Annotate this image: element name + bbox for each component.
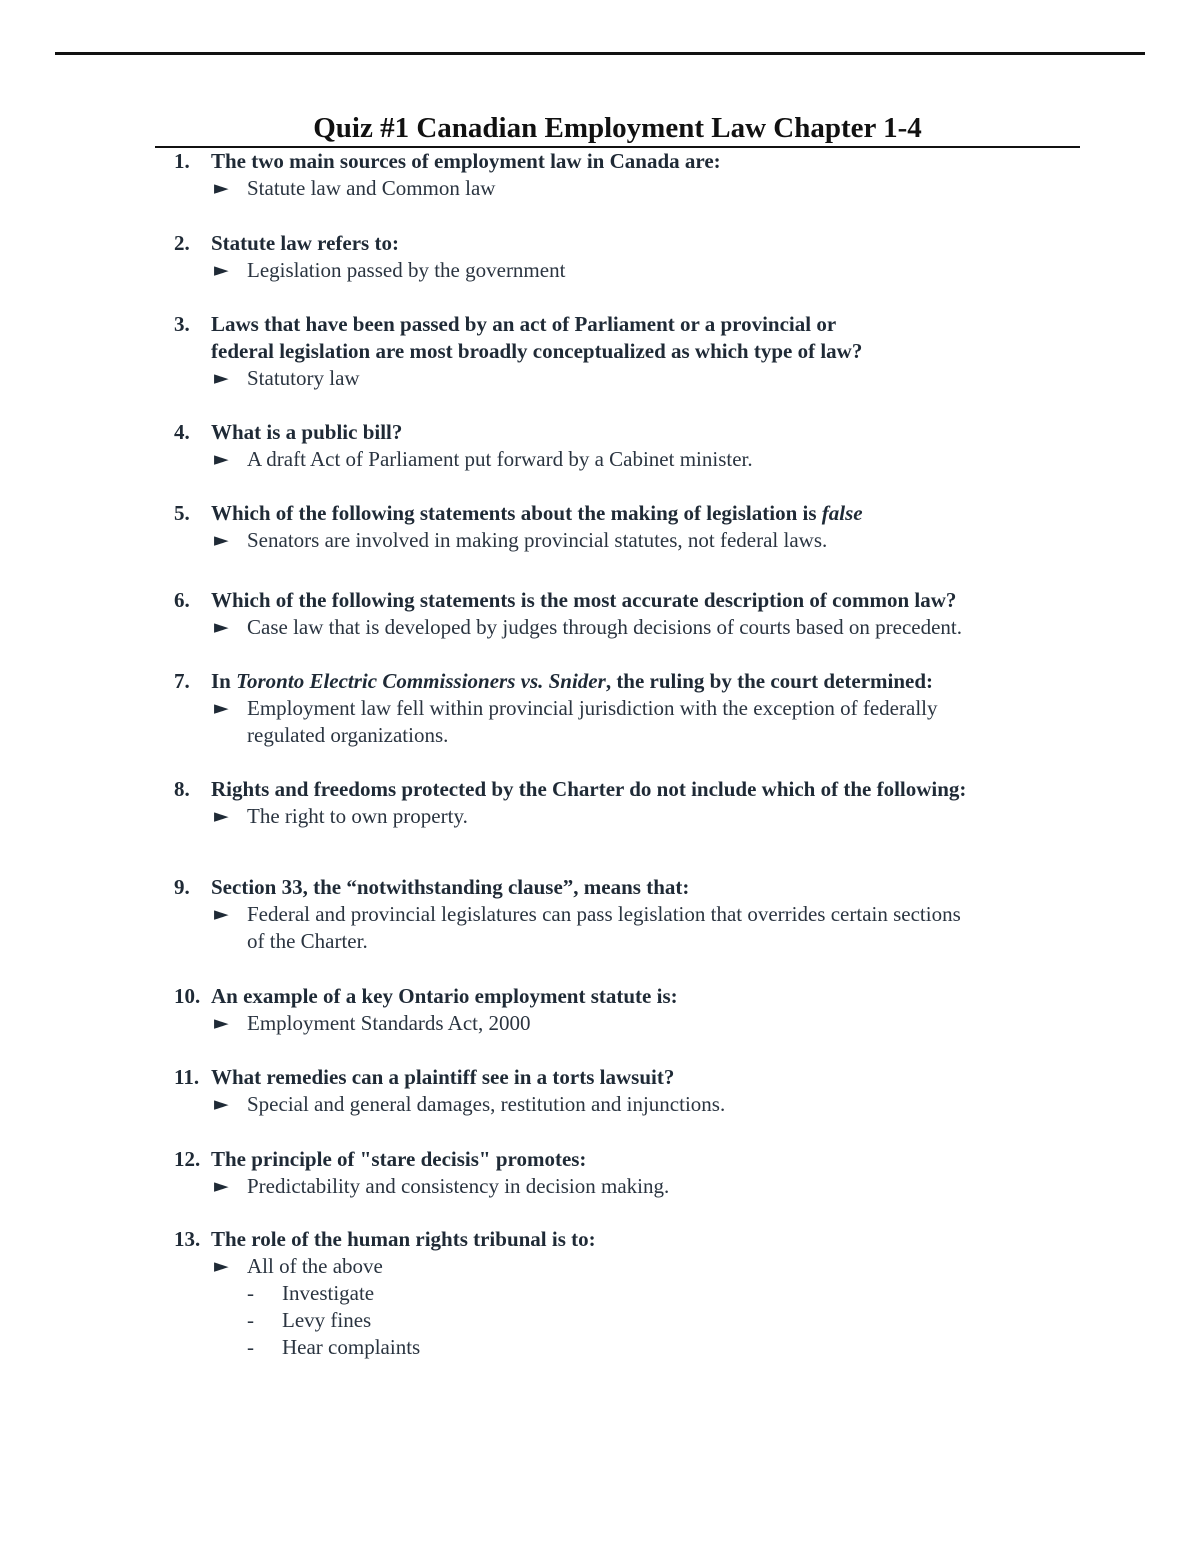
answer: [174, 365, 1074, 392]
question-text: Rights and freedoms protected by the Charter do not include which of the following:: [211, 777, 967, 801]
question-text: Statute law refers to:: [211, 231, 399, 255]
question-3: [174, 311, 1074, 392]
top-rule: [55, 52, 1145, 55]
question-10: [174, 983, 1074, 1037]
arrow-icon: ►: [214, 448, 229, 470]
case-name: Toronto Electric Commissioners vs. Snider: [236, 669, 606, 693]
question-6: [174, 587, 1074, 641]
arrow-icon: ►: [214, 616, 229, 638]
answer-text: Legislation passed by the government: [247, 258, 566, 282]
question-text: Which of the following statements is the most accurate description of common law?: [211, 588, 957, 612]
arrow-icon: ►: [214, 903, 229, 925]
question-number: 10.: [174, 984, 201, 1008]
question-number: 1.: [174, 149, 190, 173]
answer: [174, 614, 1074, 641]
question-text: The two main sources of employment law in Canada are:: [211, 149, 721, 173]
answer-text: Employment law fell within provincial jurisdiction with the exception of federally: [247, 696, 938, 720]
question-text: Which of the following statements about the making of legislation is: [211, 501, 817, 525]
question-number: 2.: [174, 231, 190, 255]
sub-item-text: Hear complaints: [282, 1335, 421, 1359]
answer: [174, 446, 1074, 473]
answer: [174, 1091, 1074, 1118]
answer: [174, 1173, 1074, 1200]
answer-text-continued: of the Charter.: [247, 929, 368, 953]
question-2: [174, 230, 1074, 284]
question-number: 7.: [174, 669, 190, 693]
question-9: [174, 874, 1074, 955]
dash-bullet: -: [247, 1308, 254, 1332]
question-text: What is a public bill?: [211, 420, 403, 444]
question-13: [174, 1226, 1074, 1361]
question-number: 12.: [174, 1147, 201, 1171]
question-text: The principle of "stare decisis" promotes:: [211, 1147, 587, 1171]
sub-item-text: Investigate: [282, 1281, 375, 1305]
question-number: 9.: [174, 875, 190, 899]
sub-item-text: Levy fines: [282, 1308, 372, 1332]
question-number: 3.: [174, 312, 190, 336]
question-1: [174, 148, 1074, 202]
answer: [174, 695, 1074, 749]
answer: [174, 527, 1074, 554]
answer-text: All of the above: [247, 1254, 383, 1278]
question-text-continued: federal legislation are most broadly conceptualized as which type of law?: [211, 339, 863, 363]
arrow-icon: ►: [214, 177, 229, 199]
question-number: 5.: [174, 501, 190, 525]
arrow-icon: ►: [214, 1175, 229, 1197]
answer-text: Special and general damages, restitution and injunctions.: [247, 1092, 726, 1116]
question-text-post: , the ruling by the court determined:: [605, 669, 934, 693]
arrow-icon: ►: [214, 697, 229, 719]
arrow-icon: ►: [214, 1255, 229, 1277]
question-text-pre: In: [211, 669, 231, 693]
sub-list-item: [174, 1307, 1074, 1334]
question-number: 4.: [174, 420, 190, 444]
page-title: Quiz #1 Canadian Employment Law Chapter 1-4: [313, 112, 922, 144]
answer-text: Senators are involved in making provincial statutes, not federal laws.: [247, 528, 828, 552]
question-11: [174, 1064, 1074, 1118]
answer-text: The right to own property.: [247, 804, 468, 828]
arrow-icon: ►: [214, 1093, 229, 1115]
question-text: Laws that have been passed by an act of Parliament or a provincial or: [211, 312, 837, 336]
answer-text: Employment Standards Act, 2000: [247, 1011, 531, 1035]
sub-list-item: [174, 1280, 1074, 1307]
dash-bullet: -: [247, 1335, 254, 1359]
arrow-icon: ►: [214, 259, 229, 281]
answer: [174, 803, 1074, 830]
answer-text: Federal and provincial legislatures can pass legislation that overrides certain sections: [247, 902, 961, 926]
question-number: 11.: [174, 1065, 200, 1089]
arrow-icon: ►: [214, 529, 229, 551]
question-number: 8.: [174, 777, 190, 801]
question-number: 13.: [174, 1227, 201, 1251]
arrow-icon: ►: [214, 367, 229, 389]
arrow-icon: ►: [214, 1012, 229, 1034]
answer: [174, 1253, 1074, 1280]
answer-text: A draft Act of Parliament put forward by a Cabinet minister.: [247, 447, 753, 471]
question-emphasis: false: [821, 501, 863, 525]
question-number: 6.: [174, 588, 190, 612]
question-12: [174, 1146, 1074, 1200]
question-4: [174, 419, 1074, 473]
answer-text: Predictability and consistency in decision making.: [247, 1174, 670, 1198]
question-8: [174, 776, 1074, 830]
answer-text: Statute law and Common law: [247, 176, 496, 200]
answer-text-continued: regulated organizations.: [247, 723, 449, 747]
answer: [174, 1010, 1074, 1037]
question-text: An example of a key Ontario employment statute is:: [211, 984, 678, 1008]
answer-text: Statutory law: [247, 366, 360, 390]
question-text: What remedies can a plaintiff see in a torts lawsuit?: [211, 1065, 675, 1089]
question-5: [174, 500, 1074, 554]
answer: [174, 257, 1074, 284]
sub-list-item: [174, 1334, 1074, 1361]
question-7: [174, 668, 1074, 749]
question-text: The role of the human rights tribunal is to:: [211, 1227, 596, 1251]
answer: [174, 901, 1074, 955]
answer-text: Case law that is developed by judges through decisions of courts based on precedent.: [247, 615, 962, 639]
arrow-icon: ►: [214, 805, 229, 827]
dash-bullet: -: [247, 1281, 254, 1305]
question-text: Section 33, the “notwithstanding clause”, means that:: [211, 875, 690, 899]
answer: [174, 175, 1074, 202]
